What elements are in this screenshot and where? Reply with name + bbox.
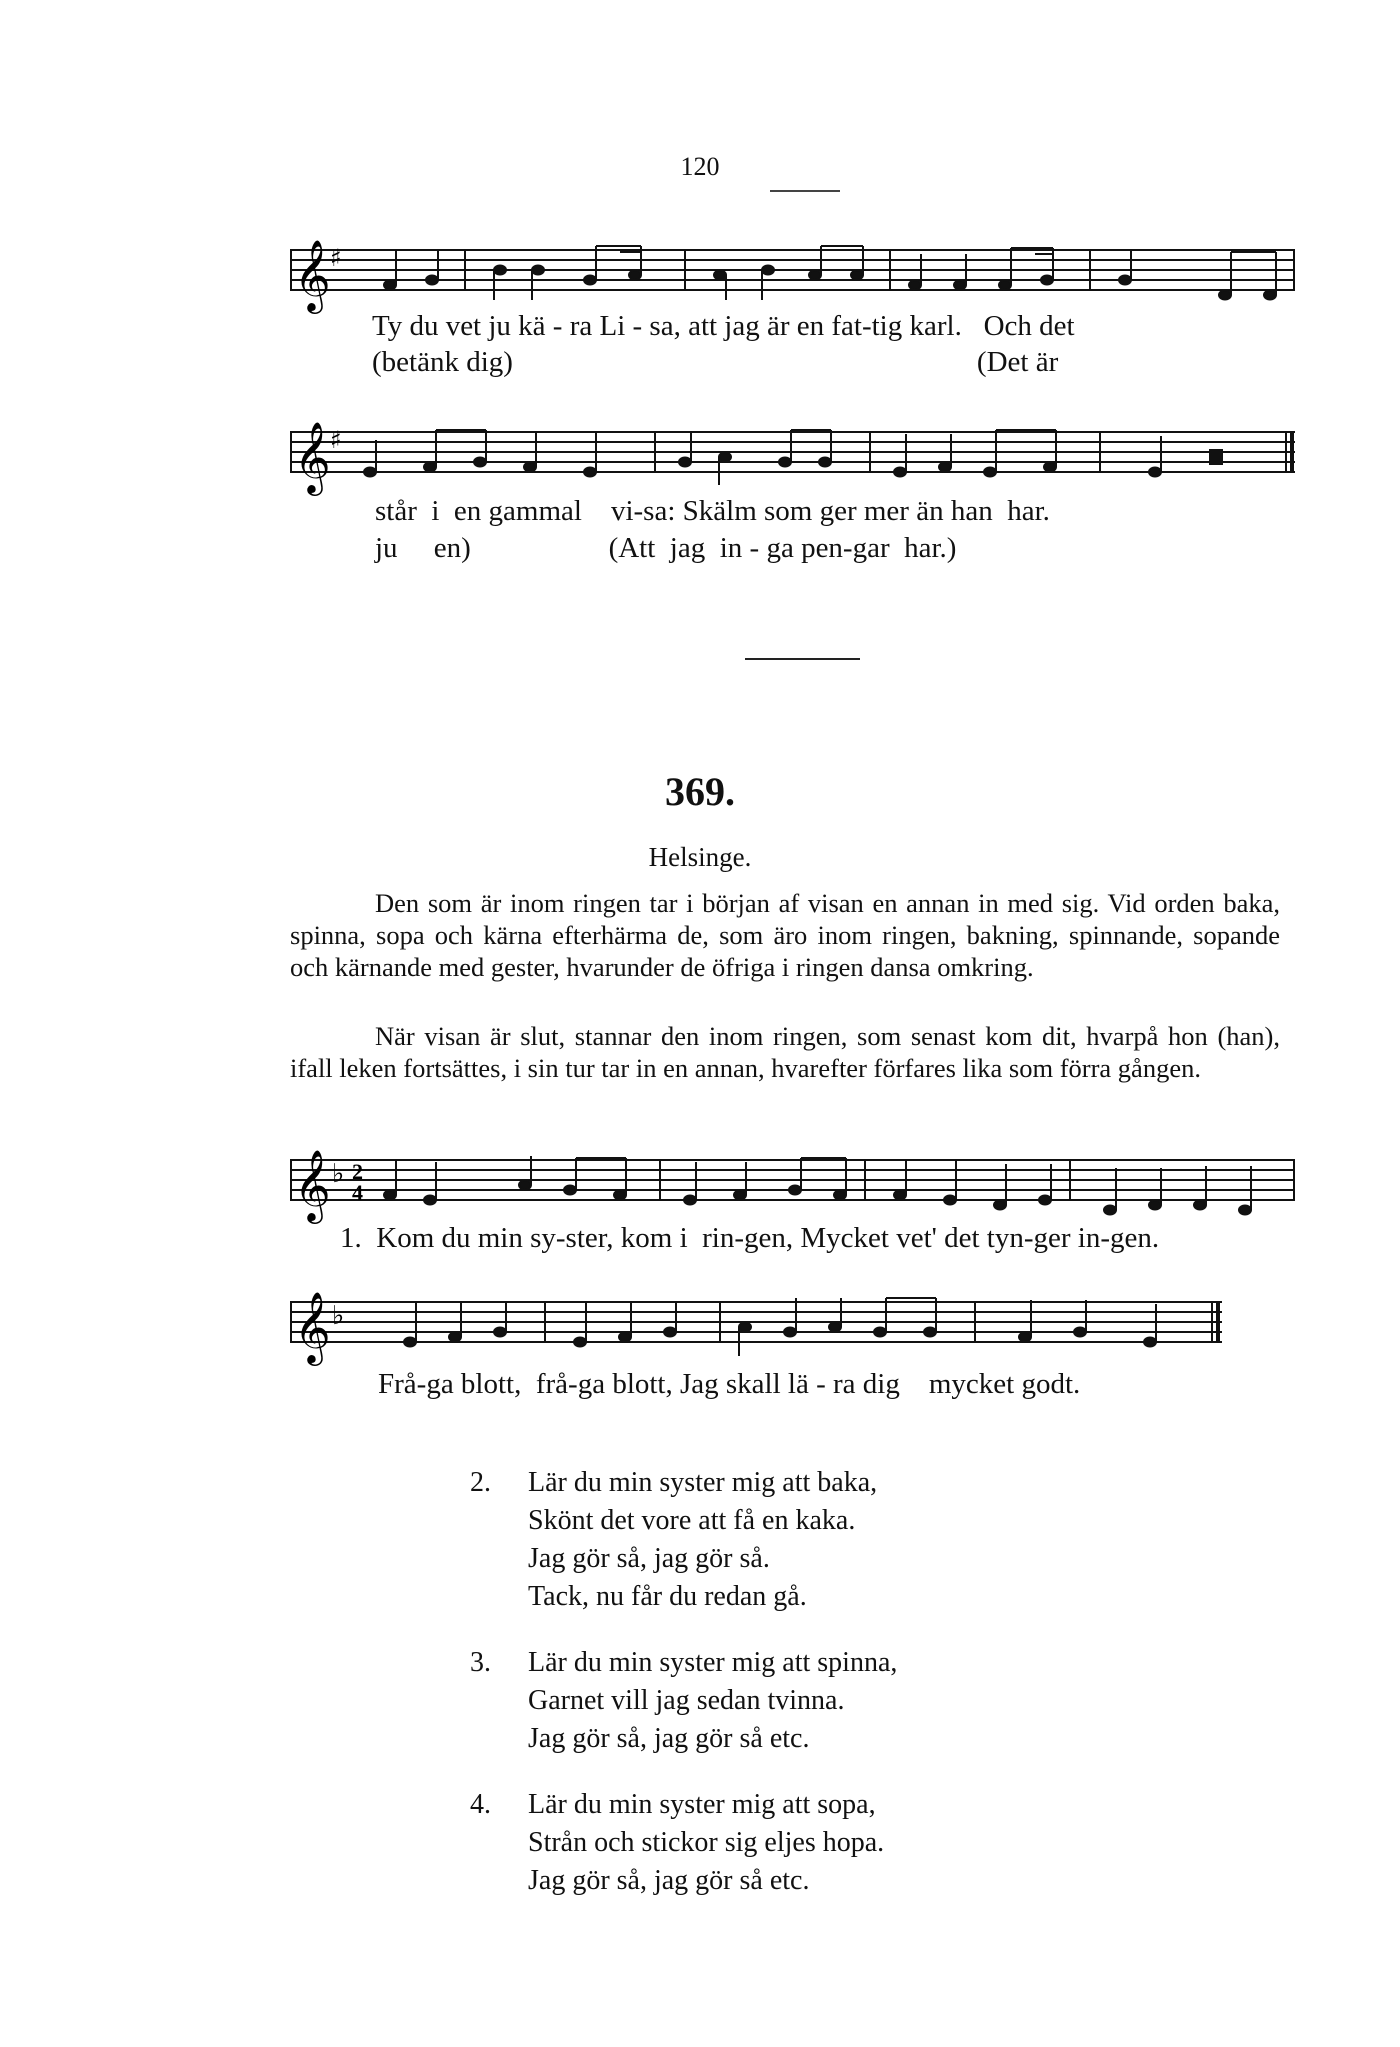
stanza-number: 4. [470,1789,491,1820]
stanza-line: Lär du min syster mig att baka, [528,1467,878,1498]
page-number: 120 [680,152,720,181]
svg-text:4: 4 [352,1180,363,1205]
stanza-number: 3. [470,1647,491,1678]
song2-lyric-line-1: 1. Kom du min sy-ster, kom i rin-gen, Mycket vet' det tyn-ger in-gen. [340,1222,1160,1254]
music-staff-3 [290,1148,1300,1228]
stanza-number: 2. [470,1467,491,1498]
instruction-paragraph-1: Den som är inom ringen tar i början af visan en annan in med sig. Vid orden baka, spinna, sopa och kärna efterhärma de, som äro inom ringen, bakning, spinnande, sopande och kärnande med gester, hvarunder de öfriga i ringen dansa omkring. [290,888,1280,982]
song1-lyric-line-4: ju en) (Att jag in - ga pen-gar har.) [375,532,957,564]
instruction-paragraph-2: När visan är slut, stannar den inom ringen, som senast kom dit, hvarpå hon (han), ifall leken fortsättes, i sin tur tar in en annan, hvarefter förfares lika som förra gången. [290,1021,1280,1083]
svg-text:♭: ♭ [332,1301,345,1331]
song1-lyric-line-1: Ty du vet ju kä - ra Li - sa, att jag är en fat-tig karl. Och det [372,310,1075,342]
song1-lyric-line-3: står i en gammal vi-sa: Skälm som ger mer än han har. [375,495,1050,527]
music-staff-1 [290,238,1300,318]
stanza-line: Lär du min syster mig att sopa, [528,1789,876,1820]
svg-text:𝄞: 𝄞 [294,1290,331,1363]
stanza-line: Skönt det vore att få en kaka. [528,1505,856,1536]
svg-text:♭: ♭ [332,1159,345,1189]
svg-text:𝄞: 𝄞 [294,420,331,493]
stanza-line: Lär du min syster mig att spinna, [528,1647,898,1678]
svg-text:𝄞: 𝄞 [294,1148,331,1221]
stanza-line: Strån och stickor sig eljes hopa. [528,1827,885,1858]
treble-clef-icon: 𝄞 [294,238,331,311]
song2-lyric-line-2: Frå-ga blott, frå-ga blott, Jag skall lä - ra dig mycket godt. [378,1368,1081,1400]
song-number: 369. [665,769,735,814]
music-staff-2 [290,420,1300,500]
stanza-line: Jag gör så, jag gör så etc. [528,1723,810,1754]
section-separator [745,658,860,660]
song1-lyric-line-2: (betänk dig) (Det är [372,346,1059,378]
song-region: Helsinge. [648,842,752,872]
music-staff-4 [290,1290,1300,1370]
svg-text:2: 2 [352,1159,363,1184]
page-number-rule [770,190,840,192]
stanza-line: Jag gör så, jag gör så. [528,1543,770,1574]
stanza-line: Jag gör så, jag gör så etc. [528,1865,810,1896]
svg-text:♯: ♯ [330,244,342,272]
stanza-line: Garnet vill jag sedan tvinna. [528,1685,845,1716]
svg-text:♯: ♯ [330,426,342,454]
stanza-line: Tack, nu får du redan gå. [528,1581,807,1612]
